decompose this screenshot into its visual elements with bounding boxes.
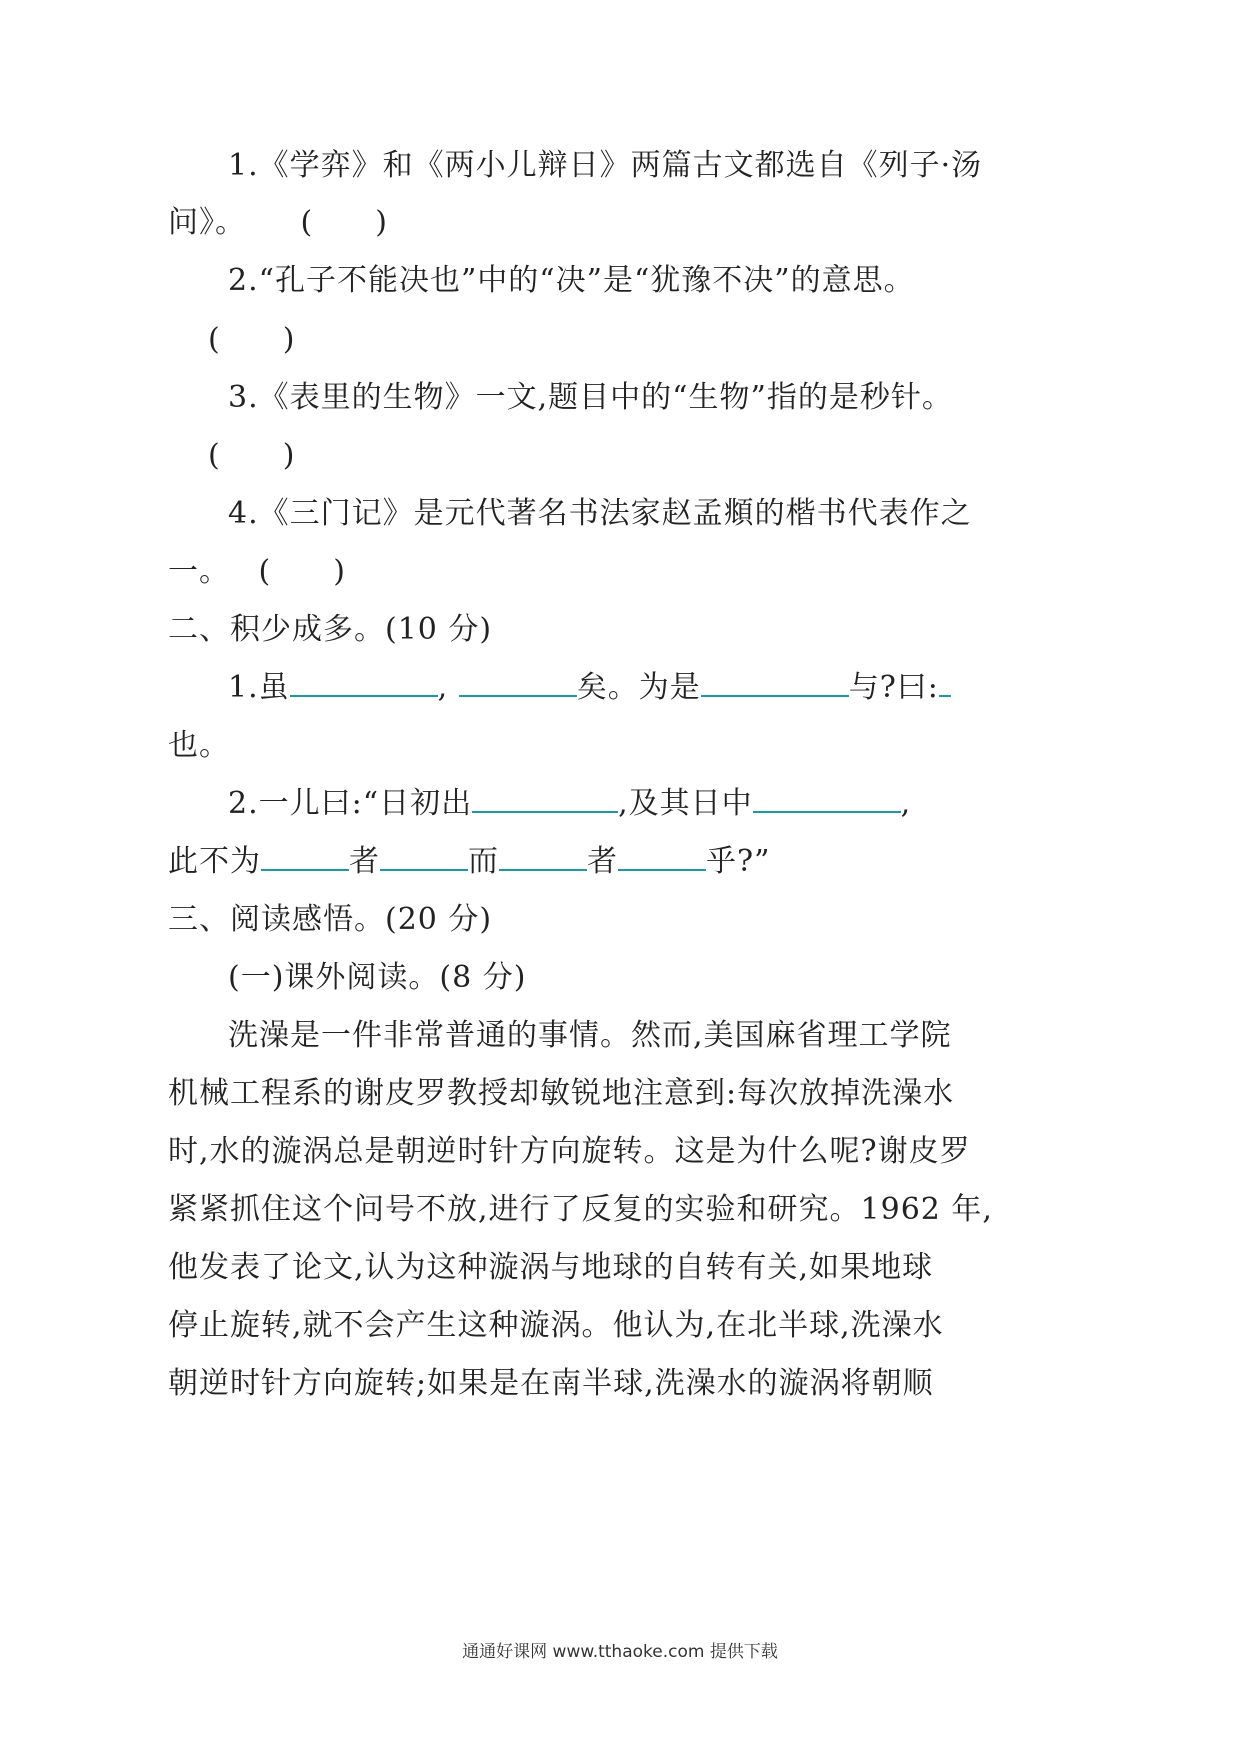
fill-q2-line2 <box>168 842 770 882</box>
fill-q2-text-e: 者 <box>349 844 380 879</box>
fill-q2-text-c: , <box>900 786 912 821</box>
fill-blank[interactable] <box>618 843 706 871</box>
fill-q1-text-b: , <box>437 670 449 705</box>
fill-q2-text-h: 乎?” <box>706 844 771 879</box>
fill-blank[interactable] <box>499 843 587 871</box>
passage-line: 洗澡是一件非常普通的事情。然而,美国麻省理工学院 <box>228 1018 952 1053</box>
fill-q2-text-g: 者 <box>587 844 618 879</box>
passage-line: 停止旋转,就不会产生这种漩涡。他认为,在北半球,洗澡水 <box>168 1308 944 1343</box>
fill-q1-text-d: 与?曰: <box>848 670 939 705</box>
fill-blank[interactable] <box>380 843 468 871</box>
page-footer: 通通好课网 www.tthaoke.com 提供下载 <box>462 1642 778 1662</box>
fill-blank[interactable] <box>459 669 577 697</box>
fill-q1-text-c: 矣。为是 <box>576 670 701 705</box>
fill-q2-text-f: 而 <box>468 844 499 879</box>
judgement-q4-text: 一。 <box>168 554 230 589</box>
judgement-q1-text: 问》。 <box>168 205 246 240</box>
answer-paren-q1[interactable]: ( ) <box>300 205 388 240</box>
passage-line: 他发表了论文,认为这种漩涡与地球的自转有关,如果地球 <box>168 1250 934 1285</box>
fill-blank[interactable] <box>701 669 849 697</box>
answer-paren-q2[interactable]: ( ) <box>208 322 296 357</box>
answer-paren-q4[interactable]: ( ) <box>258 554 346 589</box>
fill-q1-line1 <box>228 668 951 708</box>
fill-blank[interactable] <box>261 843 349 871</box>
judgement-q1-line2 <box>168 203 388 243</box>
fill-q1-line2: 也。 <box>168 728 230 763</box>
fill-q1-text-a: 1.虽 <box>228 670 290 705</box>
section3-heading: 三、阅读感悟。(20 分) <box>168 902 493 937</box>
passage-line: 机械工程系的谢皮罗教授却敏锐地注意到:每次放掉洗澡水 <box>168 1076 955 1111</box>
fill-blank[interactable] <box>939 669 951 697</box>
passage-line: 朝逆时针方向旋转;如果是在南半球,洗澡水的漩涡将朝顺 <box>168 1366 934 1401</box>
passage-line: 时,水的漩涡总是朝逆时针方向旋转。这是为什么呢?谢皮罗 <box>168 1134 971 1169</box>
fill-blank[interactable] <box>753 785 901 813</box>
fill-q2-text-b: ,及其日中 <box>618 786 753 821</box>
judgement-q4-line1: 4.《三门记》是元代著名书法家赵孟頫的楷书代表作之 <box>228 496 972 531</box>
fill-q2-line1 <box>228 784 911 824</box>
judgement-q1-line1: 1.《学弈》和《两小儿辩日》两篇古文都选自《列子·汤 <box>228 148 983 183</box>
fill-q2-text-a: 2.一儿曰:“日初出 <box>228 786 473 821</box>
fill-blank[interactable] <box>290 669 438 697</box>
judgement-q3-line1: 3.《表里的生物》一文,题目中的“生物”指的是秒针。 <box>228 380 953 415</box>
passage-line: 紧紧抓住这个问号不放,进行了反复的实验和研究。1962 年, <box>168 1192 993 1227</box>
judgement-q4-line2 <box>168 552 346 592</box>
judgement-q2-line1: 2.“孔子不能决也”中的“决”是“犹豫不决”的意思。 <box>228 263 915 298</box>
fill-q2-text-d: 此不为 <box>168 844 261 879</box>
section3-sub-heading: (一)课外阅读。(8 分) <box>228 960 527 995</box>
answer-paren-q3[interactable]: ( ) <box>208 438 296 473</box>
section2-heading: 二、积少成多。(10 分) <box>168 612 493 647</box>
fill-blank[interactable] <box>472 785 618 813</box>
